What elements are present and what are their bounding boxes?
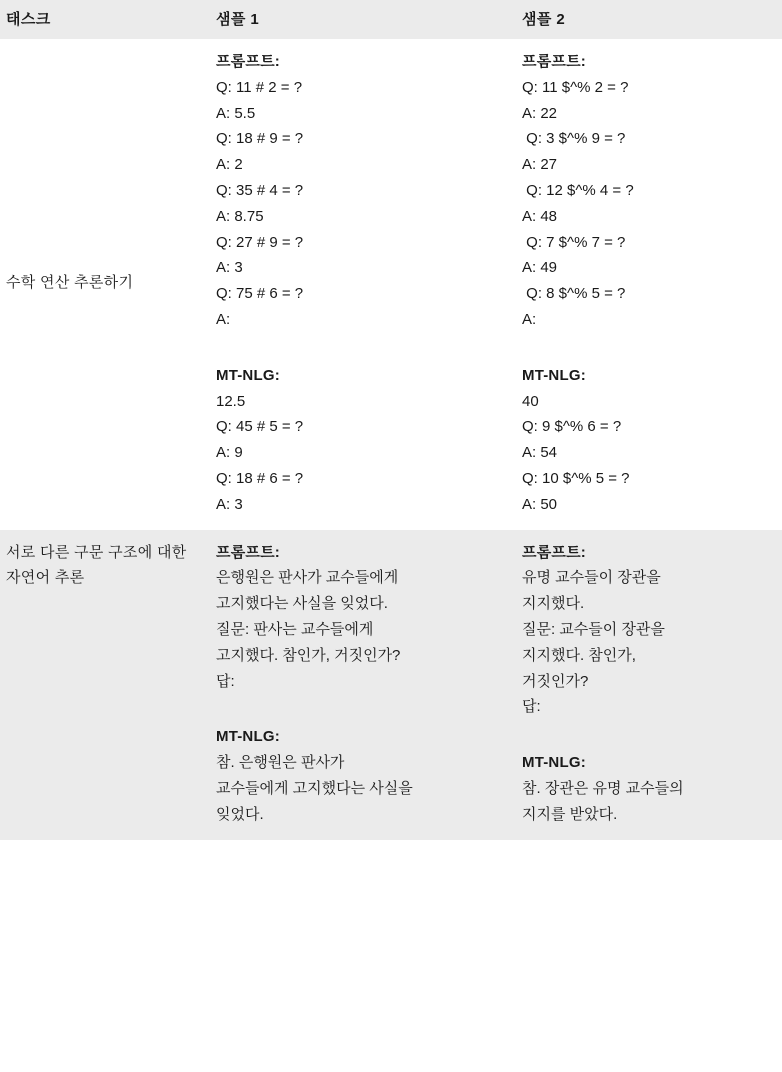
prompt-line: A: 5.5 xyxy=(216,104,256,122)
model-line: A: 50 xyxy=(522,495,558,513)
model-line: 지지를 받았다. xyxy=(522,805,618,823)
model-line: 참. 장관은 유명 교수들의 xyxy=(522,779,684,797)
model-label: MT-NLG: xyxy=(522,366,586,384)
prompt-label: 프롬프트: xyxy=(216,543,280,561)
prompt-line: 질문: 판사는 교수들에게 xyxy=(216,620,374,638)
prompt-line: A: 8.75 xyxy=(216,207,264,225)
prompt-line: Q: 27 # 9 = ? xyxy=(216,233,304,251)
model-line: 참. 은행원은 판사가 xyxy=(216,754,345,772)
prompt-line: Q: 7 $^% 7 = ? xyxy=(522,233,626,251)
prompt-line: 유명 교수들이 장관을 xyxy=(522,569,661,587)
prompt-line: A: xyxy=(522,310,537,328)
prompt-label: 프롬프트: xyxy=(522,53,586,70)
prompt-line: A: 27 xyxy=(522,156,558,174)
task-label: 수학 연산 추론하기 xyxy=(0,39,210,530)
prompt-line: A: 3 xyxy=(216,259,243,277)
model-line: Q: 18 # 6 = ? xyxy=(216,469,304,487)
task-label: 서로 다른 구문 구조에 대한 자연어 추론 xyxy=(0,530,210,840)
prompt-line: 고지했다는 사실을 잊었다. xyxy=(216,595,388,613)
model-line: A: 54 xyxy=(522,444,558,462)
table-row xyxy=(0,530,782,840)
prompt-line: Q: 12 $^% 4 = ? xyxy=(522,181,634,199)
prompt-line: A: 49 xyxy=(522,259,558,277)
prompt-line: Q: 8 $^% 5 = ? xyxy=(522,285,626,303)
model-label: MT-NLG: xyxy=(216,728,280,746)
prompt-line: A: xyxy=(216,310,231,328)
prompt-line: 거짓인가? xyxy=(522,672,589,690)
table-row xyxy=(0,39,782,530)
section-spacer xyxy=(522,720,776,750)
column-header-sample-2: 샘플 2 xyxy=(516,0,782,39)
model-line: Q: 45 # 5 = ? xyxy=(216,418,304,436)
model-line: Q: 10 $^% 5 = ? xyxy=(522,469,630,487)
prompt-line: 은행원은 판사가 교수들에게 xyxy=(216,569,399,587)
prompt-line: A: 2 xyxy=(216,156,243,174)
section-spacer xyxy=(216,333,510,363)
sample-2-cell xyxy=(516,39,782,530)
model-label: MT-NLG: xyxy=(522,754,586,772)
prompt-line: Q: 3 $^% 9 = ? xyxy=(522,130,626,148)
prompt-line: 답: xyxy=(216,672,235,690)
model-line: A: 9 xyxy=(216,444,243,462)
sample-1-cell xyxy=(210,530,516,840)
sample-2-cell xyxy=(516,530,782,840)
prompt-line: 질문: 교수들이 장관을 xyxy=(522,620,665,638)
prompt-line: Q: 75 # 6 = ? xyxy=(216,285,304,303)
model-line: 교수들에게 고지했다는 사실을 xyxy=(216,779,413,797)
column-header-task: 태스크 xyxy=(0,0,210,39)
section-spacer xyxy=(216,694,510,724)
prompt-line: 지지했다. xyxy=(522,595,585,613)
prompt-line: A: 48 xyxy=(522,207,558,225)
column-header-sample-1: 샘플 1 xyxy=(210,0,516,39)
model-line: 40 xyxy=(522,392,539,410)
table-header-row xyxy=(0,0,782,39)
prompt-label: 프롬프트: xyxy=(522,543,586,561)
prompt-label: 프롬프트: xyxy=(216,53,280,70)
model-line: 잊었다. xyxy=(216,805,264,823)
model-label: MT-NLG: xyxy=(216,366,280,384)
prompt-line: 답: xyxy=(522,698,541,716)
section-spacer xyxy=(522,333,776,363)
model-line: 12.5 xyxy=(216,392,246,410)
prompt-line: Q: 18 # 9 = ? xyxy=(216,130,304,148)
model-line: Q: 9 $^% 6 = ? xyxy=(522,418,622,436)
prompt-line: Q: 11 $^% 2 = ? xyxy=(522,78,629,96)
prompt-line: A: 22 xyxy=(522,104,558,122)
sample-1-cell xyxy=(210,39,516,530)
prompt-line: Q: 35 # 4 = ? xyxy=(216,181,304,199)
prompt-line: 고지했다. 참인가, 거짓인가? xyxy=(216,646,401,664)
prompt-line: 지지했다. 참인가, xyxy=(522,646,636,664)
prompt-line: Q: 11 # 2 = ? xyxy=(216,78,303,96)
model-line: A: 3 xyxy=(216,495,243,513)
